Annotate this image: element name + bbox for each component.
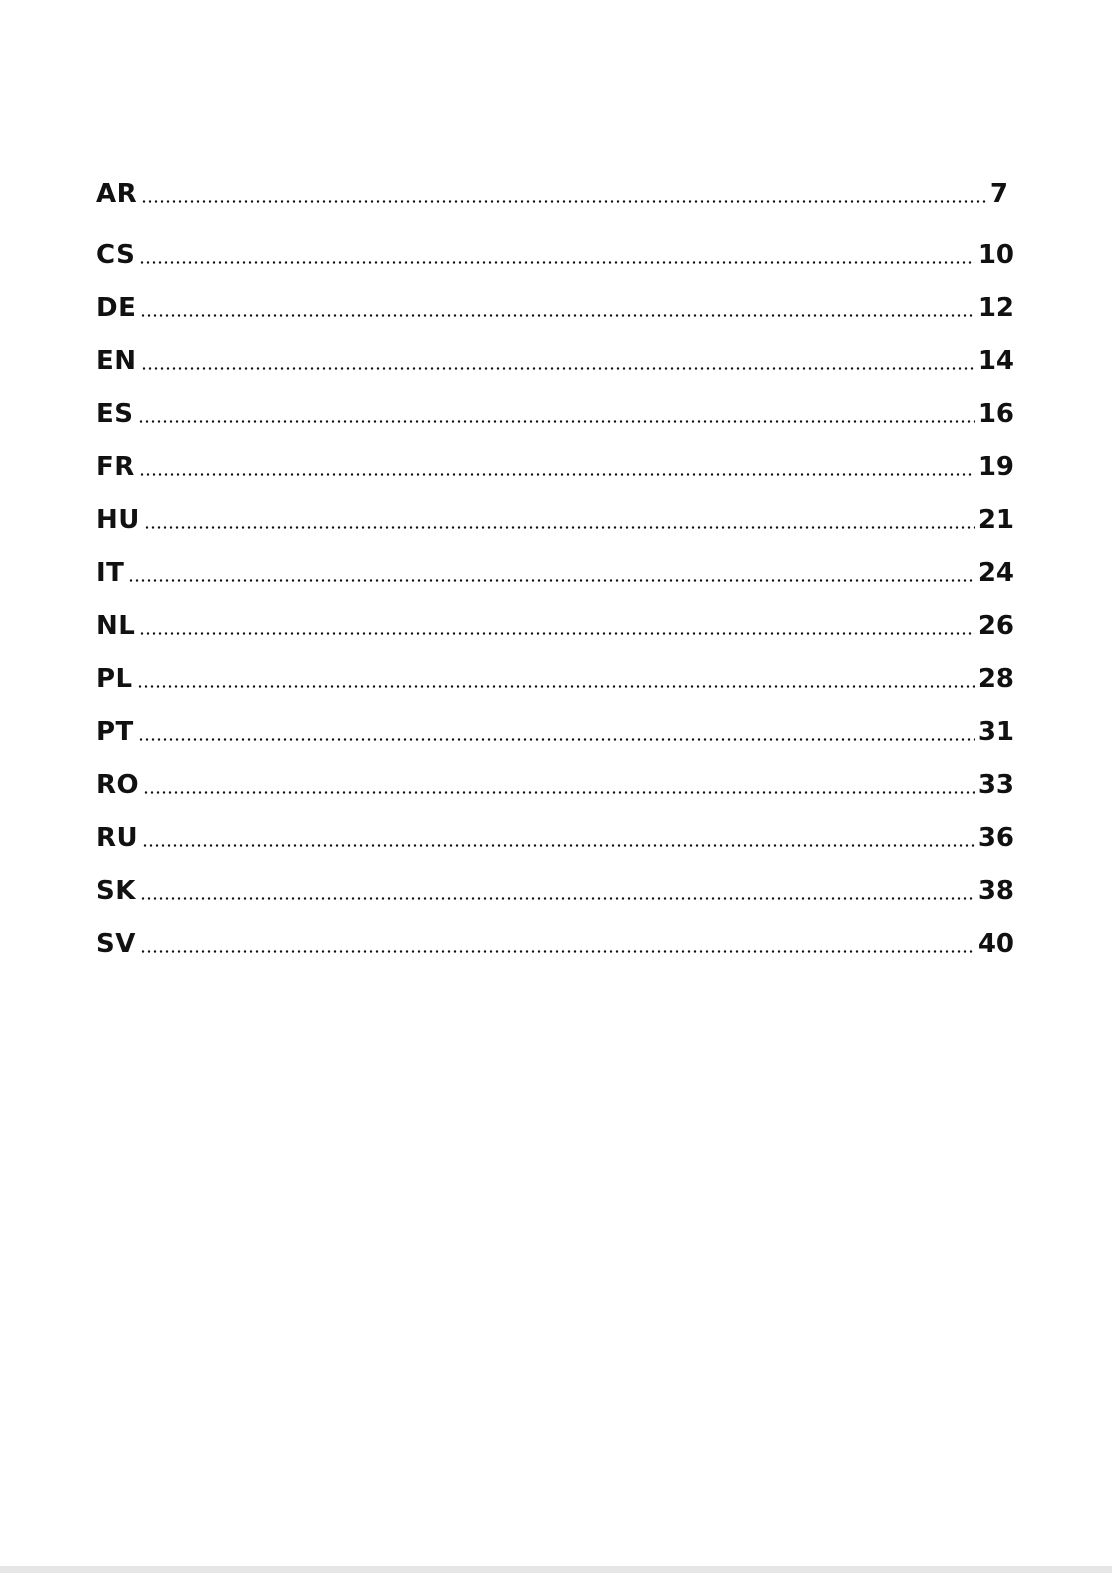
toc-language-code: HU: [96, 505, 140, 535]
toc-page-number: 10: [977, 240, 1014, 270]
dot-leader: [139, 261, 975, 264]
toc-language-code: IT: [96, 558, 125, 588]
toc-language-code: SK: [96, 876, 136, 906]
toc-entry-sk[interactable]: [96, 851, 1014, 904]
dot-leader: [138, 738, 975, 741]
toc-entry-ro[interactable]: [96, 745, 1014, 798]
toc-language-code: PT: [96, 717, 134, 747]
toc-entry-en[interactable]: [96, 321, 1014, 374]
toc-page-number: 36: [977, 823, 1014, 853]
dot-leader: [140, 897, 975, 900]
toc-entry-hu[interactable]: [96, 480, 1014, 533]
toc-entry-ar[interactable]: [96, 155, 1014, 215]
toc-page-number: 24: [977, 558, 1014, 588]
toc-page-number: 40: [977, 929, 1014, 959]
toc-language-code: PL: [96, 664, 133, 694]
toc-page-number: 7: [989, 179, 1008, 209]
toc-entry-sv[interactable]: [96, 904, 1014, 957]
toc-language-code: FR: [96, 452, 135, 482]
dot-leader: [139, 473, 975, 476]
dot-leader: [143, 791, 975, 794]
toc-page-number: 14: [977, 346, 1014, 376]
toc-language-code: NL: [96, 611, 136, 641]
dot-leader: [128, 579, 974, 582]
toc-page-number: 21: [977, 505, 1014, 535]
toc-page-number: 28: [977, 664, 1014, 694]
toc-entry-de[interactable]: [96, 268, 1014, 321]
toc-entry-es[interactable]: [96, 374, 1014, 427]
toc-page-number: 33: [977, 770, 1014, 800]
toc-entry-ru[interactable]: [96, 798, 1014, 851]
toc-entry-pl[interactable]: [96, 639, 1014, 692]
toc-entry-pt[interactable]: [96, 692, 1014, 745]
toc-language-code: EN: [96, 346, 137, 376]
toc-page-number: 19: [977, 452, 1014, 482]
dot-leader: [138, 420, 975, 423]
dot-leader: [140, 950, 975, 953]
toc-language-code: CS: [96, 240, 136, 270]
toc-language-code: ES: [96, 399, 134, 429]
dot-leader: [142, 844, 975, 847]
toc-language-code: RU: [96, 823, 139, 853]
dot-leader: [137, 685, 975, 688]
toc-entry-fr[interactable]: [96, 427, 1014, 480]
dot-leader: [144, 526, 975, 529]
toc-page-number: 26: [977, 611, 1014, 641]
toc-language-code: DE: [96, 293, 137, 323]
table-of-contents: [96, 155, 1014, 957]
dot-leader: [141, 200, 987, 203]
toc-entry-it[interactable]: [96, 533, 1014, 586]
toc-page-number: 38: [977, 876, 1014, 906]
toc-page-number: 12: [977, 293, 1014, 323]
toc-entry-nl[interactable]: [96, 586, 1014, 639]
dot-leader: [141, 367, 975, 370]
toc-language-code: RO: [96, 770, 140, 800]
toc-language-code: AR: [96, 179, 138, 209]
page-bottom-edge: [0, 1566, 1112, 1573]
dot-leader: [140, 314, 974, 317]
toc-page-number: 31: [977, 717, 1014, 747]
toc-entry-cs[interactable]: [96, 215, 1014, 268]
dot-leader: [139, 632, 974, 635]
toc-language-code: SV: [96, 929, 136, 959]
toc-page-number: 16: [977, 399, 1014, 429]
